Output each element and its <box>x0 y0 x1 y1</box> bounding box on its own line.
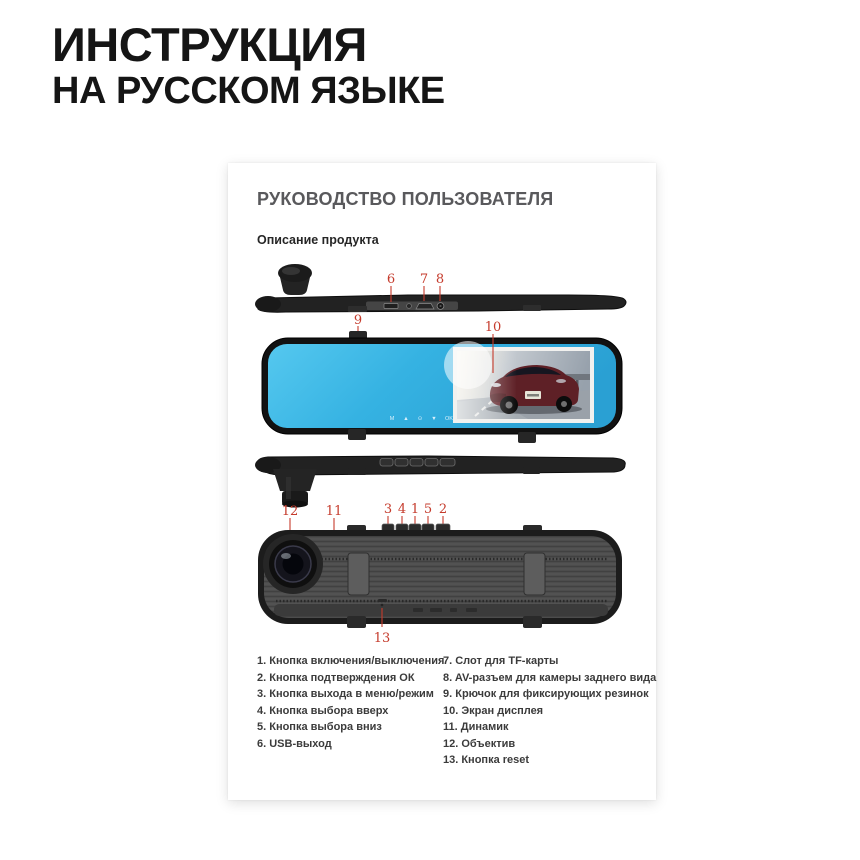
manual-card <box>228 163 656 800</box>
clip <box>348 306 367 312</box>
legend-item: 10. Экран дисплея <box>443 704 544 717</box>
clip <box>523 467 540 474</box>
reset-pin-hole <box>381 604 384 607</box>
legend-item: 5. Кнопка выбора вниз <box>257 721 382 733</box>
camera-lens-bottom <box>273 469 317 508</box>
top-view-endcap <box>255 296 281 312</box>
page-title-line1: ИНСТРУКЦИЯ <box>52 18 367 71</box>
device-diagrams <box>228 263 656 655</box>
legend-right-column <box>443 653 657 769</box>
menu-button-icon: M <box>389 416 395 422</box>
mount-knob <box>278 264 312 295</box>
legend-left-column <box>257 653 445 752</box>
usb-port <box>384 304 398 309</box>
legend-item: 9. Крючок для фиксирующих резинок <box>443 688 649 700</box>
legend-item: 3. Кнопка выхода в меню/режим <box>257 688 434 700</box>
callout-10: 10 <box>484 320 502 335</box>
legend-item: 4. Кнопка выбора вверх <box>257 704 389 717</box>
display-screen <box>444 341 594 423</box>
callout-3: 3 <box>383 502 393 517</box>
down-button-icon: ▼ <box>431 416 437 422</box>
page-title <box>52 20 445 112</box>
av-jack-pin <box>439 305 441 307</box>
mic-hole <box>407 304 412 309</box>
device-bottom-view <box>255 456 625 508</box>
device-top-view <box>255 264 626 312</box>
callout-12: 12 <box>281 504 299 519</box>
camera-lens <box>263 534 323 594</box>
lens-glint <box>281 553 291 559</box>
callout-7: 7 <box>419 272 429 287</box>
callout-2: 2 <box>438 502 448 517</box>
up-button-icon: ▲ <box>403 416 409 422</box>
device-rear-view <box>258 502 622 646</box>
clip <box>348 429 366 440</box>
legend-item: 6. USB-выход <box>257 737 332 750</box>
callout-13: 13 <box>373 631 391 646</box>
clip <box>523 305 541 311</box>
legend-item: 2. Кнопка подтверждения ОК <box>257 671 415 684</box>
legend-item: 11. Динамик <box>443 721 509 733</box>
callout-8: 8 <box>435 272 445 287</box>
product-description-label: Описание продукта <box>257 233 379 247</box>
callout-5: 5 <box>423 502 433 517</box>
device-front-view <box>262 313 622 443</box>
ok-button-icon: OK <box>445 416 453 422</box>
legend-item: 1. Кнопка включения/выключения <box>257 655 445 667</box>
legend-item: 7. Слот для TF-карты <box>443 655 559 667</box>
clip <box>523 616 542 628</box>
callout-11: 11 <box>325 504 343 519</box>
power-button-icon: ⊙ <box>417 416 423 422</box>
legend-item: 12. Объектив <box>443 737 516 750</box>
reset-hole <box>378 599 387 602</box>
clip <box>348 468 366 475</box>
legend-item: 8. AV-разъем для камеры заднего вида <box>443 671 657 684</box>
bottom-buttons <box>380 459 455 467</box>
screen-photo <box>444 341 590 419</box>
callout-9: 9 <box>353 313 363 328</box>
mount-bracket-slot <box>348 553 369 595</box>
clip <box>347 616 366 628</box>
legend-item: 13. Кнопка reset <box>443 754 530 766</box>
callout-4: 4 <box>397 502 407 517</box>
clip <box>518 432 536 443</box>
callout-6: 6 <box>386 272 396 287</box>
manual-heading: РУКОВОДСТВО ПОЛЬЗОВАТЕЛЯ <box>257 189 554 209</box>
callout-1: 1 <box>410 502 420 517</box>
tf-card-slot <box>416 304 434 310</box>
mount-bracket-slot <box>524 553 545 595</box>
page-title-line2: НА РУССКОМ ЯЗЫКЕ <box>52 69 445 112</box>
